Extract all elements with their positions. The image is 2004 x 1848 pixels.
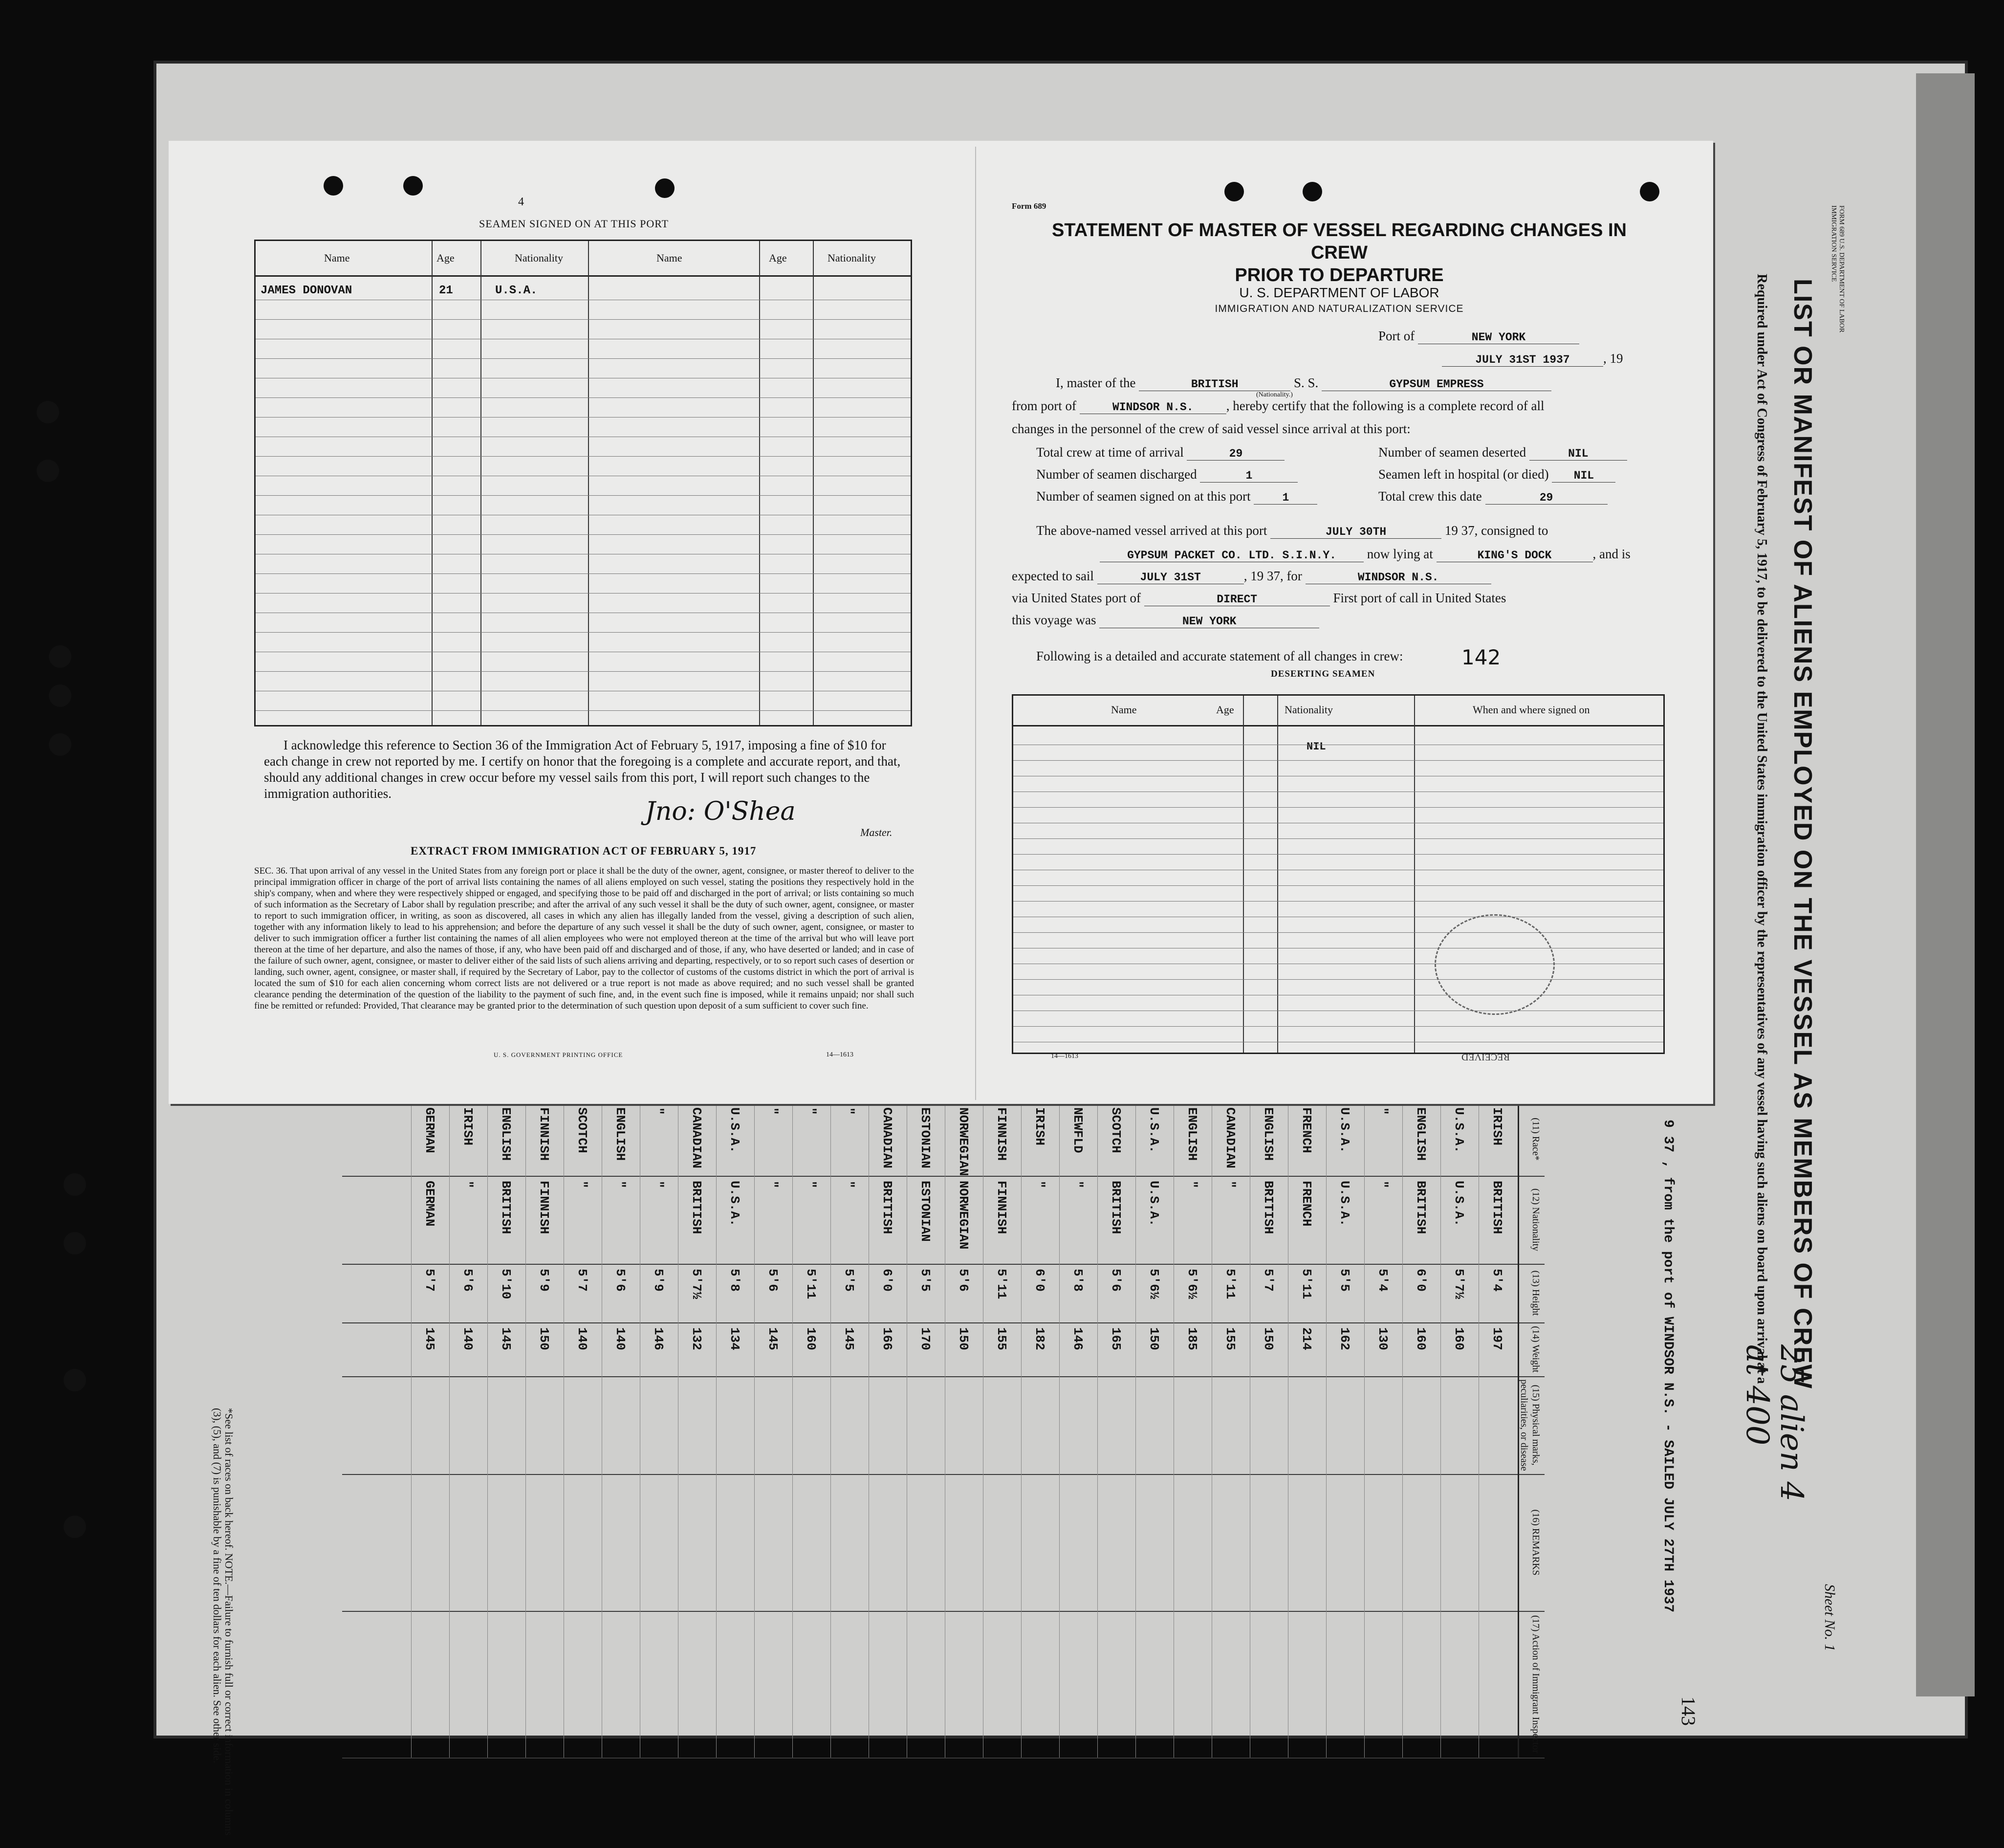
seaman-name: JAMES DONOVAN <box>261 284 352 297</box>
manifest-cell-race: ENGLISH <box>499 1107 513 1161</box>
col-name: Name <box>1111 704 1137 716</box>
column-divider <box>342 1758 1545 1759</box>
consignee-line: GYPSUM PACKET CO. LTD. S.I.N.Y. now lying at KING'S DOCK , and is <box>1012 547 1631 562</box>
manifest-cell-nationality: BRITISH <box>880 1181 894 1234</box>
row-rule <box>256 417 911 418</box>
manifest-cell-height: 6'0 <box>1414 1269 1428 1292</box>
manifest-cell-race: " <box>1375 1107 1390 1115</box>
official-stamp <box>1435 914 1555 1015</box>
manifest-cell-race: ENGLISH <box>613 1107 628 1161</box>
row-rule <box>411 1102 412 1758</box>
punch-hole <box>49 645 71 668</box>
punch-hole <box>49 733 71 756</box>
handwritten-note: 25 alien 4 at 400 <box>1739 1344 1809 1502</box>
manifest-cell-weight: 197 <box>1490 1327 1504 1350</box>
punch-hole <box>1303 182 1322 201</box>
manifest-cell-race: IRISH <box>1490 1107 1504 1146</box>
manifest-cell-race: U.S.A. <box>727 1107 742 1153</box>
manifest-cell-nationality: FRENCH <box>1299 1181 1314 1227</box>
column-divider <box>432 241 433 725</box>
row-rule <box>1097 1102 1098 1758</box>
manifest-cell-weight: 140 <box>613 1327 628 1350</box>
manifest-title: LIST OR MANIFEST OF ALIENS EMPLOYED ON THE VESSEL AS MEMBERS OF CREW <box>1788 279 1817 1389</box>
manifest-cell-weight: 185 <box>1185 1327 1199 1350</box>
manifest-col-header: (13) Height <box>1530 1270 1541 1316</box>
row-rule <box>487 1102 488 1758</box>
manifest-cell-weight: 140 <box>575 1327 589 1350</box>
total-arrival: Total crew at time of arrival 29 <box>1036 445 1285 461</box>
manifest-cell-nationality: BRITISH <box>689 1181 704 1234</box>
row-rule <box>1013 838 1663 839</box>
row-rule <box>256 495 911 496</box>
via-line: via United States port of DIRECT First port of call in United States <box>1012 591 1506 606</box>
row-rule <box>1013 760 1663 761</box>
manifest-cell-race: ENGLISH <box>1185 1107 1199 1161</box>
manifest-cell-height: 5'8 <box>1070 1269 1085 1292</box>
row-rule <box>449 1102 450 1758</box>
manifest-cell-nationality: BRITISH <box>499 1181 513 1234</box>
changes-line: changes in the personnel of the crew of said vessel since arrival at this port: <box>1012 421 1411 436</box>
punch-hole <box>37 401 59 423</box>
voyage-line: 9 37 , from the port of WINDSOR N.S. - SAILED JULY 27TH 1937 <box>1660 1120 1676 1613</box>
crew-manifest-table <box>342 1102 1545 1758</box>
manifest-cell-nationality: BRITISH <box>1261 1181 1276 1234</box>
discharged: Number of seamen discharged 1 <box>1036 467 1298 483</box>
manifest-cell-height: 5'6 <box>765 1269 780 1292</box>
manifest-cell-height: 6'0 <box>880 1269 894 1292</box>
manifest-cell-weight: 155 <box>994 1327 1009 1350</box>
manifest-cell-nationality: " <box>765 1181 780 1188</box>
manifest-cell-height: 5'7½ <box>689 1269 704 1299</box>
manifest-cell-race: U.S.A. <box>1452 1107 1466 1153</box>
manifest-cell-nationality: FINNISH <box>994 1181 1009 1234</box>
manifest-cell-height: 5'9 <box>537 1269 551 1292</box>
row-rule <box>1440 1102 1441 1758</box>
manifest-cell-race: SCOTCH <box>575 1107 589 1153</box>
manifest-cell-nationality: " <box>1070 1181 1085 1188</box>
manifest-cell-weight: 150 <box>956 1327 971 1350</box>
date-line: JULY 31ST 1937 , 19 <box>1442 351 1623 367</box>
row-rule <box>256 358 911 359</box>
manifest-cell-weight: 145 <box>422 1327 437 1350</box>
manifest-cell-height: 5'7 <box>1261 1269 1276 1292</box>
master-line: I, master of the BRITISH S. S. GYPSUM EMPRESS <box>1036 375 1551 391</box>
row-rule <box>716 1102 717 1758</box>
manifest-cell-race: SCOTCH <box>1109 1107 1123 1153</box>
manifest-cell-weight: 166 <box>880 1327 894 1350</box>
expected-line: expected to sail JULY 31ST , 19 37, for WINDSOR N.S. <box>1012 569 1491 584</box>
manifest-cell-race: " <box>804 1107 818 1115</box>
arrived-line: The above-named vessel arrived at this port JULY 30TH 19 37, consigned to <box>1036 523 1548 538</box>
manifest-col-header: (17) Action of Immigrant Inspector <box>1530 1615 1541 1754</box>
column-divider <box>813 241 814 725</box>
row-rule <box>256 534 911 535</box>
col-nationality: Nationality <box>515 252 563 264</box>
col-age-2: Age <box>769 252 787 264</box>
manifest-cell-height: 5'5 <box>918 1269 933 1292</box>
row-rule <box>256 593 911 594</box>
manifest-cell-nationality: BRITISH <box>1490 1181 1504 1234</box>
master-label: Master. <box>860 826 893 838</box>
manifest-cell-race: NEWFLD <box>1070 1107 1085 1153</box>
manifest-cell-weight: 162 <box>1337 1327 1352 1350</box>
manifest-cell-nationality: U.S.A. <box>1452 1181 1466 1227</box>
row-rule <box>1402 1102 1403 1758</box>
manifest-cell-race: CANADIAN <box>880 1107 894 1168</box>
manifest-cell-nationality: U.S.A. <box>727 1181 742 1227</box>
row-rule <box>256 710 911 711</box>
manifest-cell-height: 5'6 <box>1109 1269 1123 1292</box>
manifest-cell-height: 5'11 <box>804 1269 818 1299</box>
manifest-cell-race: ESTONIAN <box>918 1107 933 1168</box>
col-nationality-2: Nationality <box>828 252 876 264</box>
manifest-cell-nationality: " <box>1185 1181 1199 1188</box>
statement-title: STATEMENT OF MASTER OF VESSEL REGARDING CHANGES IN CREW PRIOR TO DEPARTURE <box>1052 220 1627 286</box>
manifest-cell-weight: 134 <box>727 1327 742 1350</box>
row-rule <box>754 1102 755 1758</box>
column-divider <box>1277 696 1278 1053</box>
punch-hole <box>1640 182 1659 201</box>
manifest-cell-weight: 150 <box>537 1327 551 1350</box>
manifest-cell-race: " <box>651 1107 666 1115</box>
manifest-cell-nationality: " <box>842 1181 856 1188</box>
manifest-cell-height: 5'11 <box>1299 1269 1314 1299</box>
manifest-cell-nationality: " <box>575 1181 589 1188</box>
manifest-cell-nationality: BRITISH <box>1109 1181 1123 1234</box>
row-rule <box>256 397 911 398</box>
manifest-cell-nationality: U.S.A. <box>1147 1181 1161 1227</box>
manifest-cell-height: 5'11 <box>994 1269 1009 1299</box>
received-stamp: RECEIVED <box>1461 1052 1510 1062</box>
signed-on-table <box>254 240 912 726</box>
manifest-cell-nationality: " <box>1223 1181 1238 1188</box>
col-name: Name <box>324 252 350 264</box>
row-rule <box>1021 1102 1022 1758</box>
manifest-cell-weight: 146 <box>651 1327 666 1350</box>
manifest-cell-weight: 170 <box>918 1327 933 1350</box>
form-code: 14—1613 <box>1051 1053 1078 1060</box>
punch-hole <box>1224 182 1244 201</box>
column-divider <box>1243 696 1244 1053</box>
manifest-cell-height: 5'6 <box>956 1269 971 1292</box>
col-age: Age <box>436 252 455 264</box>
row-rule <box>525 1102 526 1758</box>
manifest-cell-weight: 160 <box>1414 1327 1428 1350</box>
manifest-cell-weight: 145 <box>765 1327 780 1350</box>
printing-office: U. S. GOVERNMENT PRINTING OFFICE <box>494 1051 623 1058</box>
table-header <box>256 241 911 277</box>
manifest-cell-height: 5'6½ <box>1185 1269 1199 1299</box>
manifest-cell-height: 5'7 <box>575 1269 589 1292</box>
manifest-cell-nationality: FINNISH <box>537 1181 551 1234</box>
manifest-cell-race: GERMAN <box>422 1107 437 1153</box>
manifest-footnote: *See list of races on back hereof. NOTE.—Failure to furnish full or correct information in columns (3), (5), and (7) is punishable by a fine of ten dollars for each alien. See other side. <box>211 1408 235 1836</box>
manifest-cell-height: 5'6 <box>460 1269 475 1292</box>
nationality-caption: (Nationality.) <box>1256 391 1293 398</box>
row-rule <box>1013 1026 1663 1027</box>
row-rule <box>1364 1102 1365 1758</box>
col-name-2: Name <box>656 252 682 264</box>
row-rule <box>1135 1102 1136 1758</box>
column-divider <box>588 241 589 725</box>
punch-hole <box>655 178 675 198</box>
manifest-cell-weight: 165 <box>1109 1327 1123 1350</box>
manifest-cell-weight: 132 <box>689 1327 704 1350</box>
manifest-subtitle: Required under Act of Congress of February 5, 1917, to be delivered to the United States immigration officer by the representatives of any vessel having such aliens on board upon arrival at a <box>1754 274 1769 1384</box>
row-rule <box>256 632 911 633</box>
seaman-age: 21 <box>439 284 453 297</box>
manifest-cell-height: 5'5 <box>1337 1269 1352 1292</box>
port-line: Port of NEW YORK <box>1378 329 1579 344</box>
manifest-cell-weight: 130 <box>1375 1327 1390 1350</box>
manifest-cell-weight: 146 <box>1070 1327 1085 1350</box>
row-rule <box>1326 1102 1327 1758</box>
manifest-cell-weight: 182 <box>1032 1327 1047 1350</box>
deserted: Number of seamen deserted NIL <box>1378 445 1627 461</box>
manifest-cell-race: U.S.A. <box>1147 1107 1161 1153</box>
manifest-cell-weight: 160 <box>1452 1327 1466 1350</box>
manifest-cell-nationality: " <box>651 1181 666 1188</box>
row-rule <box>830 1102 831 1758</box>
row-rule <box>1013 901 1663 902</box>
page-number: 143 <box>1677 1696 1699 1726</box>
sheet-number: Sheet No. 1 <box>1822 1584 1838 1651</box>
manifest-cell-weight: 150 <box>1147 1327 1161 1350</box>
manifest-col-header: (11) Race* <box>1530 1118 1541 1161</box>
manifest-cell-race: ENGLISH <box>1414 1107 1428 1161</box>
voyage-line-stmt: this voyage was NEW YORK <box>1012 613 1319 628</box>
row-rule <box>256 573 911 574</box>
total-this-date: Total crew this date 29 <box>1378 489 1608 505</box>
manifest-cell-nationality: " <box>613 1181 628 1188</box>
manifest-col-header: (15) Physical marks, peculiarities, or disease <box>1519 1379 1541 1471</box>
page-mark: 4 <box>518 196 524 208</box>
manifest-cell-height: 5'5 <box>842 1269 856 1292</box>
deserting-table <box>1012 694 1665 1054</box>
row-rule <box>1013 854 1663 855</box>
column-divider <box>480 241 481 725</box>
manifest-cell-weight: 145 <box>842 1327 856 1350</box>
manifest-cell-nationality: NORWEGIAN <box>956 1181 971 1250</box>
manifest-cell-height: 5'9 <box>651 1269 666 1292</box>
signed-on-title: SEAMEN SIGNED ON AT THIS PORT <box>479 218 669 230</box>
row-rule <box>1013 979 1663 980</box>
manifest-col-header: (14) Weight <box>1530 1326 1541 1373</box>
manifest-cell-race: FRENCH <box>1299 1107 1314 1153</box>
punch-hole <box>324 176 343 196</box>
manifest-cell-weight: 214 <box>1299 1327 1314 1350</box>
manifest-cell-nationality: " <box>460 1181 475 1188</box>
manifest-cell-nationality: " <box>1375 1181 1390 1188</box>
manifest-cell-nationality: " <box>1032 1181 1047 1188</box>
column-divider <box>759 241 760 725</box>
manifest-cell-race: FINNISH <box>994 1107 1009 1161</box>
acknowledgement-text: I acknowledge this reference to Section 36 of the Immigration Act of February 5, 1917, imposing a fine of $10 for each change in crew not reported by me. I certify on honor that the foregoing is a complete and accurate report, and that, should any additional changes in crew occur before my vessel sails from this port, I will report such changes to the immigration authorities. <box>264 738 901 801</box>
punch-hole <box>49 684 71 707</box>
from-port-line: from port of WINDSOR N.S. , hereby certify that the following is a complete record of all <box>1012 398 1545 414</box>
manifest-cell-weight: 145 <box>499 1327 513 1350</box>
punch-hole <box>37 460 59 482</box>
row-rule <box>256 456 911 457</box>
manifest-cell-race: IRISH <box>1032 1107 1047 1146</box>
header-rule <box>1518 1102 1519 1758</box>
extract-text: SEC. 36. That upon arrival of any vessel in the United States from any foreign port or place it shall be the duty of the owner, agent, consignee, or master thereof to deliver to the principal immigration officer in charge of the port of arrival lists containing the names of all aliens employed on such vessel, stating the positions they respectively hold in the ship's company, when and where they were respectively shipped or engaged, and specifying those to be paid off and discharged in the port of arrival; or lists containing so much of such information as the Secretary of Labor shall by regulation prescribe; and after the arrival of any such vessel it shall be the duty of such owner, agent, consignee, or master to report to such immigration officer, in writing, as soon as discovered, all cases in which any alien has illegally landed from the vessel, giving a description of such alien, together with any information likely to lead to his apprehension; and before the departure of any such vessel it shall be the duty of such owner, agent, consignee, or master to deliver to such immigration officer a further list containing the names of all alien employees who were not employed thereon at the time of the arrival but who will leave port thereon at the time of her departure, and also the names of those, if any, who have been paid off and discharged and of those, if any, who have deserted or landed; and in case of the failure of such owner, agent, consignee, or master to deliver either of the said lists of such aliens arriving and departing, respectively, or to so report such cases of desertion or landing, such owner, agent, consignee, or master shall, if required by the Secretary of Labor, pay to the collector of customs of the customs district in which the port of arrival is located the sum of $10 for each alien concerning whom correct lists are not delivered or a true report is not made as above required; and no such vessel shall be granted clearance pending the determination of the question of the liability to the payment of such fine, and, in the event such fine is imposed, while it remains unpaid; nor shall such fine be remitted or refunded: Provided, That clearance may be granted prior to the determination of such question upon deposit of a sum sufficient to cover such fine. <box>254 866 914 1011</box>
manifest-cell-height: 5'4 <box>1375 1269 1390 1292</box>
signed-on: Number of seamen signed on at this port 1 <box>1036 489 1317 505</box>
manifest-cell-nationality: " <box>804 1181 818 1188</box>
extract-title: EXTRACT FROM IMMIGRATION ACT OF FEBRUARY 5, 1917 <box>411 845 757 857</box>
manifest-cell-race: ENGLISH <box>1261 1107 1276 1161</box>
hospital: Seamen left in hospital (or died) NIL <box>1378 467 1615 483</box>
deserting-entry: NIL <box>1307 741 1326 753</box>
manifest-cell-nationality: U.S.A. <box>1337 1181 1352 1227</box>
handwritten-number: 142 <box>1461 645 1501 669</box>
department: U. S. DEPARTMENT OF LABOR <box>1239 285 1439 300</box>
manifest-cell-weight: 150 <box>1261 1327 1276 1350</box>
manifest-cell-height: 5'6 <box>613 1269 628 1292</box>
manifest-cell-weight: 155 <box>1223 1327 1238 1350</box>
manifest-cell-height: 5'8 <box>727 1269 742 1292</box>
manifest-cell-height: 5'7½ <box>1452 1269 1466 1299</box>
manifest-cell-height: 5'7 <box>422 1269 437 1292</box>
manifest-cell-race: IRISH <box>460 1107 475 1146</box>
manifest-cell-race: CANADIAN <box>1223 1107 1238 1168</box>
manifest-cell-height: 5'4 <box>1490 1269 1504 1292</box>
manifest-cell-height: 5'6½ <box>1147 1269 1161 1299</box>
manifest-form-label: FORM 689 U.S. DEPARTMENT OF LABOR IMMIGRATION SERVICE <box>1830 205 1845 333</box>
punch-hole <box>64 1173 86 1196</box>
fold-line <box>975 147 976 1100</box>
manifest-cell-nationality: BRITISH <box>1414 1181 1428 1234</box>
row-rule <box>792 1102 793 1758</box>
sheet-edge <box>1916 73 1975 1696</box>
col-age: Age <box>1216 704 1234 716</box>
manifest-cell-height: 5'11 <box>1223 1269 1238 1299</box>
manifest-cell-weight: 160 <box>804 1327 818 1350</box>
col-signed-on: When and where signed on <box>1473 704 1590 716</box>
manifest-cell-nationality: GERMAN <box>422 1181 437 1227</box>
seaman-nationality: U.S.A. <box>495 284 538 297</box>
master-signature: Jno: O'Shea <box>645 797 796 826</box>
following-line: Following is a detailed and accurate statement of all changes in crew: <box>1036 649 1403 663</box>
manifest-cell-race: CANADIAN <box>689 1107 704 1168</box>
col-nationality: Nationality <box>1285 704 1333 716</box>
punch-hole <box>64 1369 86 1391</box>
manifest-cell-height: 6'0 <box>1032 1269 1047 1292</box>
manifest-cell-race: " <box>765 1107 780 1115</box>
manifest-cell-race: FINNISH <box>537 1107 551 1161</box>
form-code: 14—1613 <box>826 1051 853 1058</box>
row-rule <box>256 319 911 320</box>
manifest-cell-nationality: ESTONIAN <box>918 1181 933 1242</box>
manifest-cell-race: U.S.A. <box>1337 1107 1352 1153</box>
manifest-cell-weight: 140 <box>460 1327 475 1350</box>
service: IMMIGRATION AND NATURALIZATION SERVICE <box>1215 303 1464 314</box>
form-number: Form 689 <box>1012 201 1046 211</box>
punch-hole <box>403 176 423 196</box>
manifest-cell-height: 5'10 <box>499 1269 513 1299</box>
deserting-title: DESERTING SEAMEN <box>1271 669 1375 679</box>
manifest-col-header: (16) REMARKS <box>1530 1509 1541 1576</box>
punch-hole <box>64 1516 86 1538</box>
manifest-cell-race: " <box>842 1107 856 1115</box>
punch-hole <box>64 1232 86 1254</box>
manifest-cell-race: NORWEGIAN <box>956 1107 971 1176</box>
row-rule <box>1013 932 1663 933</box>
row-rule <box>1013 807 1663 808</box>
row-rule <box>1059 1102 1060 1758</box>
manifest-col-header: (12) Nationality <box>1530 1188 1541 1252</box>
row-rule <box>1013 885 1663 886</box>
column-divider <box>1414 696 1415 1053</box>
row-rule <box>256 671 911 672</box>
